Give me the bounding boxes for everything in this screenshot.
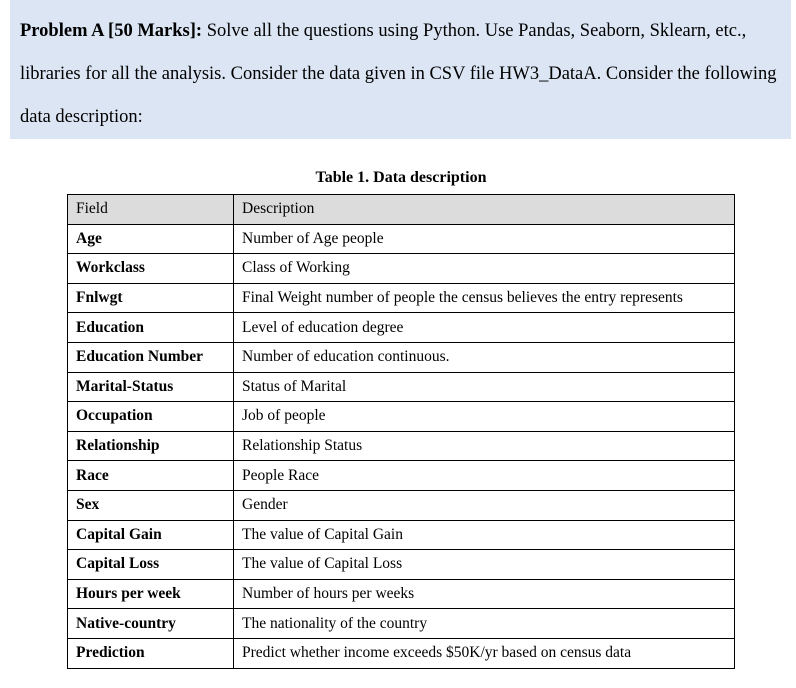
table-row — [68, 609, 735, 639]
table-row — [68, 283, 735, 313]
field-cell: Race — [68, 461, 234, 491]
description-cell: Status of Marital — [234, 372, 735, 402]
description-cell: The value of Capital Loss — [234, 550, 735, 580]
field-cell: Capital Loss — [68, 550, 234, 580]
table-body — [68, 224, 735, 668]
field-cell: Fnlwgt — [68, 283, 234, 313]
table-header-row — [68, 195, 735, 225]
table-row — [68, 402, 735, 432]
description-cell: The value of Capital Gain — [234, 520, 735, 550]
field-cell: Capital Gain — [68, 520, 234, 550]
description-cell: The nationality of the country — [234, 609, 735, 639]
field-cell: Workclass — [68, 254, 234, 284]
table-row — [68, 520, 735, 550]
description-cell: Gender — [234, 490, 735, 520]
table-row — [68, 224, 735, 254]
problem-title: Problem A [50 Marks]: — [20, 21, 203, 41]
field-cell: Occupation — [68, 402, 234, 432]
problem-text: Solve all the questions using Python. Use Pandas, Seaborn, Sklearn, etc., libraries for all the analysis. Consider the data given in CSV file HW3_DataA. Consider the following data description: — [20, 21, 777, 127]
table-row — [68, 638, 735, 668]
table-row — [68, 579, 735, 609]
field-cell: Education Number — [68, 342, 234, 372]
table-row — [68, 461, 735, 491]
description-cell: People Race — [234, 461, 735, 491]
description-cell: Level of education degree — [234, 313, 735, 343]
description-cell: Predict whether income exceeds $50K/yr based on census data — [234, 638, 735, 668]
table-row — [68, 490, 735, 520]
field-cell: Native-country — [68, 609, 234, 639]
table-row — [68, 254, 735, 284]
field-cell: Hours per week — [68, 579, 234, 609]
header-field: Field — [68, 195, 234, 225]
problem-statement — [10, 0, 791, 139]
table-row — [68, 550, 735, 580]
field-cell: Sex — [68, 490, 234, 520]
field-cell: Education — [68, 313, 234, 343]
table-caption: Table 1. Data description — [315, 169, 487, 186]
description-cell: Number of Age people — [234, 224, 735, 254]
description-cell: Job of people — [234, 402, 735, 432]
description-cell: Final Weight number of people the census believes the entry represents — [234, 283, 735, 313]
field-cell: Relationship — [68, 431, 234, 461]
table-row — [68, 372, 735, 402]
field-cell: Age — [68, 224, 234, 254]
data-description-table — [67, 194, 735, 669]
table-row — [68, 431, 735, 461]
table-row — [68, 313, 735, 343]
description-cell: Relationship Status — [234, 431, 735, 461]
table-row — [68, 342, 735, 372]
field-cell: Marital-Status — [68, 372, 234, 402]
description-cell: Class of Working — [234, 254, 735, 284]
header-description: Description — [234, 195, 735, 225]
description-cell: Number of hours per weeks — [234, 579, 735, 609]
field-cell: Prediction — [68, 638, 234, 668]
description-cell: Number of education continuous. — [234, 342, 735, 372]
